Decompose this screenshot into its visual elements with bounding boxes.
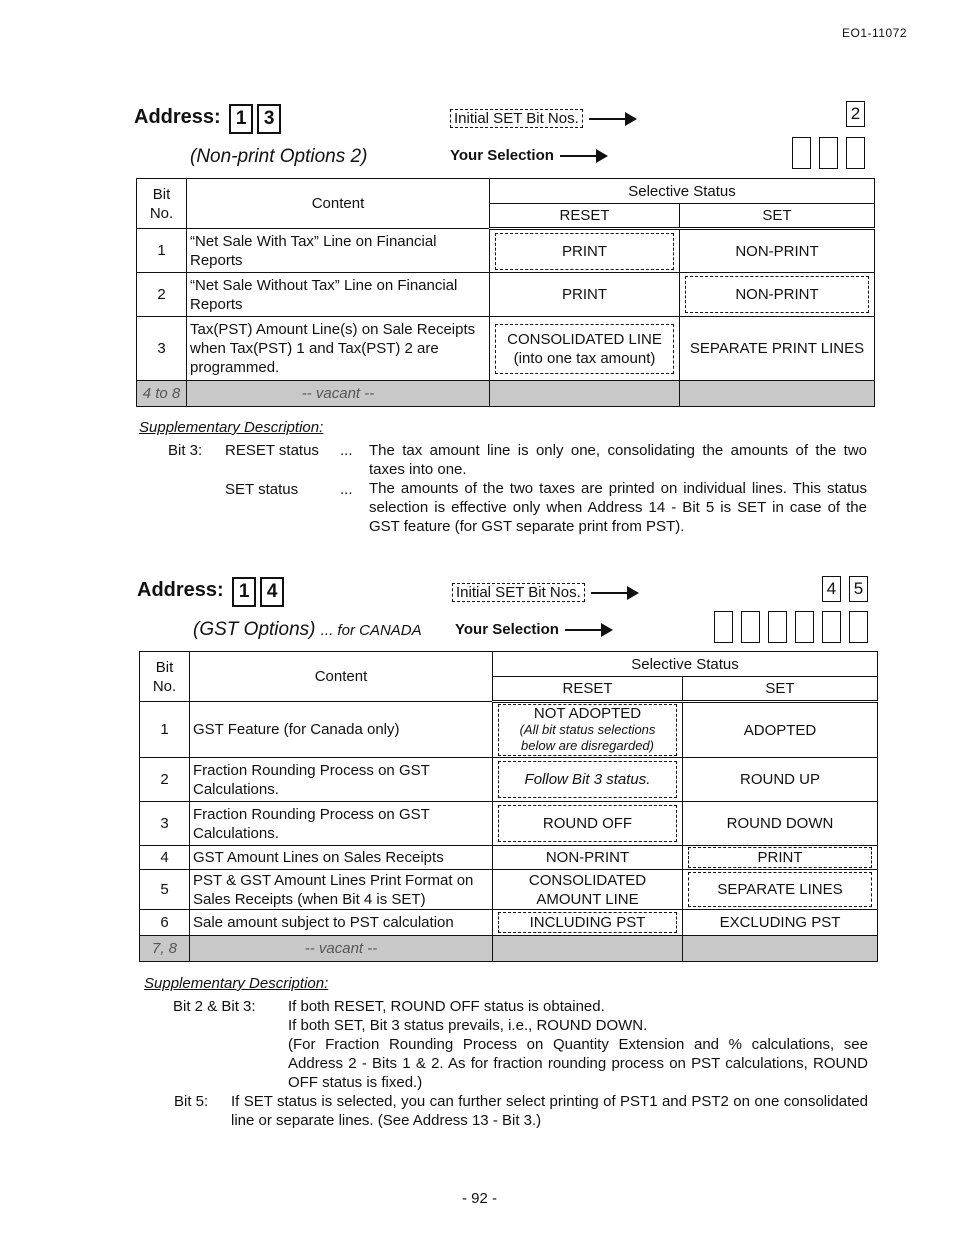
reset-sub: (into one tax amount) — [513, 349, 656, 367]
address-label: Address: — [137, 579, 224, 602]
col-bit-header: Bit No. — [137, 179, 187, 229]
selection-box[interactable] — [795, 611, 814, 643]
reset-value: NOT ADOPTED — [533, 705, 642, 722]
reset-cell — [490, 229, 680, 273]
col-set-header: SET — [683, 677, 878, 702]
reset-value: PRINT — [490, 273, 680, 317]
reset-cell — [490, 317, 680, 381]
vacant-label: -- vacant -- — [187, 381, 490, 407]
supp-bit23-label: Bit 2 & Bit 3: — [173, 998, 256, 1015]
bit-content: GST Amount Lines on Sales Receipts — [190, 846, 493, 870]
set-value: NON-PRINT — [680, 229, 875, 273]
initial-set-label: Initial SET Bit Nos. — [450, 109, 583, 128]
bit-content: PST & GST Amount Lines Print Format on Sales Receipts (when Bit 4 is SET) — [190, 870, 493, 910]
your-selection-row — [450, 147, 606, 165]
bit-content: “Net Sale With Tax” Line on Financial Reports — [187, 229, 490, 273]
vacant-reset — [490, 381, 680, 407]
selection-box[interactable] — [846, 137, 865, 169]
set-value: ROUND UP — [683, 758, 878, 802]
set-cell — [680, 273, 875, 317]
bit-content: “Net Sale Without Tax” Line on Financial Reports — [187, 273, 490, 317]
bit-number: 2 — [140, 758, 190, 802]
table-row — [137, 317, 875, 381]
address-13-header — [134, 104, 281, 134]
supp-bit23-line1: If both RESET, ROUND OFF status is obtained. — [288, 998, 605, 1015]
reset-value-box — [495, 324, 674, 374]
selection-box[interactable] — [741, 611, 760, 643]
selection-box[interactable] — [714, 611, 733, 643]
bit-table-address-13 — [136, 178, 875, 407]
reset-value: PRINT — [495, 233, 674, 270]
set-value: ADOPTED — [683, 702, 878, 758]
supp-dots: ... — [340, 442, 353, 459]
table-row — [137, 229, 875, 273]
address-label: Address: — [134, 106, 221, 129]
supp-reset-text: The tax amount line is only one, consolidating the amounts of the two taxes into one. — [369, 442, 867, 478]
reset-value: NON-PRINT — [493, 846, 683, 870]
col-selective-header: Selective Status — [490, 179, 875, 204]
your-selection-label: Your Selection — [455, 621, 559, 638]
address-14-header — [137, 577, 284, 607]
supp-bit23-line3: (For Fraction Rounding Process on Quantity Extension and % calculations, see Address 2 - Bits 1 & 2. As for fraction rounding process on PST calculations, ROUND OFF status is fixed.) — [288, 1036, 868, 1091]
document-id: EO1-11072 — [842, 26, 907, 40]
initial-set-digit: 4 — [822, 576, 841, 602]
initial-set-label: Initial SET Bit Nos. — [452, 583, 585, 602]
bit-number: 5 — [140, 870, 190, 910]
initial-set-row — [452, 583, 637, 603]
table-row — [140, 802, 878, 846]
vacant-bits: 7, 8 — [140, 936, 190, 962]
vacant-reset — [493, 936, 683, 962]
address-digit: 1 — [229, 104, 253, 134]
your-selection-row — [455, 621, 611, 639]
vacant-row — [140, 936, 878, 962]
supplementary-title: Supplementary Description: — [144, 975, 329, 992]
arrow-icon — [591, 592, 637, 594]
arrow-icon — [565, 629, 611, 631]
set-cell — [683, 870, 878, 910]
vacant-label: -- vacant -- — [190, 936, 493, 962]
col-reset-header: RESET — [493, 677, 683, 702]
supp-bit5-label: Bit 5: — [174, 1093, 209, 1110]
bit-number: 3 — [140, 802, 190, 846]
initial-set-digit: 5 — [849, 576, 868, 602]
col-content-header: Content — [190, 652, 493, 702]
set-value: EXCLUDING PST — [683, 910, 878, 936]
set-value: PRINT — [688, 847, 872, 868]
reset-cell — [493, 758, 683, 802]
reset-cell — [493, 910, 683, 936]
bit-number: 4 — [140, 846, 190, 870]
col-reset-header: RESET — [490, 204, 680, 229]
bit-content: Sale amount subject to PST calculation — [190, 910, 493, 936]
bit-content: Tax(PST) Amount Line(s) on Sale Receipts when Tax(PST) 1 and Tax(PST) 2 are programmed. — [187, 317, 490, 381]
reset-cell — [493, 802, 683, 846]
subtitle-suffix: ... for CANADA — [320, 622, 422, 639]
table-row — [140, 870, 878, 910]
address-digit: 4 — [260, 577, 284, 607]
selection-box[interactable] — [849, 611, 868, 643]
supp-bit-label: Bit 3: — [168, 442, 203, 459]
vacant-row — [137, 381, 875, 407]
address-digit: 1 — [232, 577, 256, 607]
col-set-header: SET — [680, 204, 875, 229]
bit-content: Fraction Rounding Process on GST Calculations. — [190, 758, 493, 802]
reset-value: Follow Bit 3 status. — [498, 761, 677, 798]
supp-set-text: The amounts of the two taxes are printed on individual lines. This status selection is effective only when Address 14 - Bit 5 is SET in case of the GST feature (for GST separate print from PST). — [369, 480, 867, 535]
selection-box[interactable] — [819, 137, 838, 169]
bit-number: 6 — [140, 910, 190, 936]
vacant-set — [680, 381, 875, 407]
set-value: SEPARATE LINES — [688, 872, 872, 907]
supp-bit5-text: If SET status is selected, you can further select printing of PST1 and PST2 on one consolidated line or separate lines. (See Address 13 - Bit 3.) — [231, 1093, 868, 1129]
reset-value: CONSOLIDATED LINE — [507, 330, 662, 348]
supplementary-title: Supplementary Description: — [139, 419, 324, 436]
initial-set-digit: 2 — [846, 101, 865, 127]
bit-table-address-14 — [139, 651, 878, 962]
table-row — [140, 758, 878, 802]
bit-content: Fraction Rounding Process on GST Calculations. — [190, 802, 493, 846]
table-row — [140, 702, 878, 758]
reset-cell — [493, 702, 683, 758]
arrow-icon — [589, 118, 635, 120]
reset-sub: (All bit status selections below are disregarded) — [519, 722, 656, 753]
vacant-set — [683, 936, 878, 962]
set-cell — [683, 846, 878, 870]
supp-reset-label: RESET status — [225, 442, 319, 459]
bit-number: 2 — [137, 273, 187, 317]
selection-box[interactable] — [792, 137, 811, 169]
selection-box[interactable] — [822, 611, 841, 643]
bit-number: 3 — [137, 317, 187, 381]
set-value: NON-PRINT — [685, 276, 869, 313]
section-subtitle — [193, 619, 422, 641]
bit-number: 1 — [137, 229, 187, 273]
page-number: - 92 - — [462, 1190, 498, 1207]
reset-value: CONSOLIDATED AMOUNT LINE — [493, 870, 683, 910]
table-row — [137, 273, 875, 317]
reset-value-box — [498, 704, 677, 756]
col-selective-header: Selective Status — [493, 652, 878, 677]
selection-box[interactable] — [768, 611, 787, 643]
vacant-bits: 4 to 8 — [137, 381, 187, 407]
table-row — [140, 910, 878, 936]
reset-value: INCLUDING PST — [498, 912, 677, 933]
col-content-header: Content — [187, 179, 490, 229]
supp-set-label: SET status — [225, 481, 299, 498]
initial-set-row — [450, 109, 635, 129]
col-bit-header: Bit No. — [140, 652, 190, 702]
bit-content: GST Feature (for Canada only) — [190, 702, 493, 758]
reset-value: ROUND OFF — [498, 805, 677, 842]
supp-dots: ... — [340, 481, 353, 498]
table-row — [140, 846, 878, 870]
subtitle-text: (GST Options) — [193, 619, 316, 640]
section-subtitle: (Non-print Options 2) — [190, 146, 368, 167]
your-selection-label: Your Selection — [450, 147, 554, 164]
address-digit: 3 — [257, 104, 281, 134]
set-value: ROUND DOWN — [683, 802, 878, 846]
arrow-icon — [560, 155, 606, 157]
set-value: SEPARATE PRINT LINES — [680, 317, 875, 381]
bit-number: 1 — [140, 702, 190, 758]
supp-bit23-line2: If both SET, Bit 3 status prevails, i.e., ROUND DOWN. — [288, 1017, 648, 1034]
